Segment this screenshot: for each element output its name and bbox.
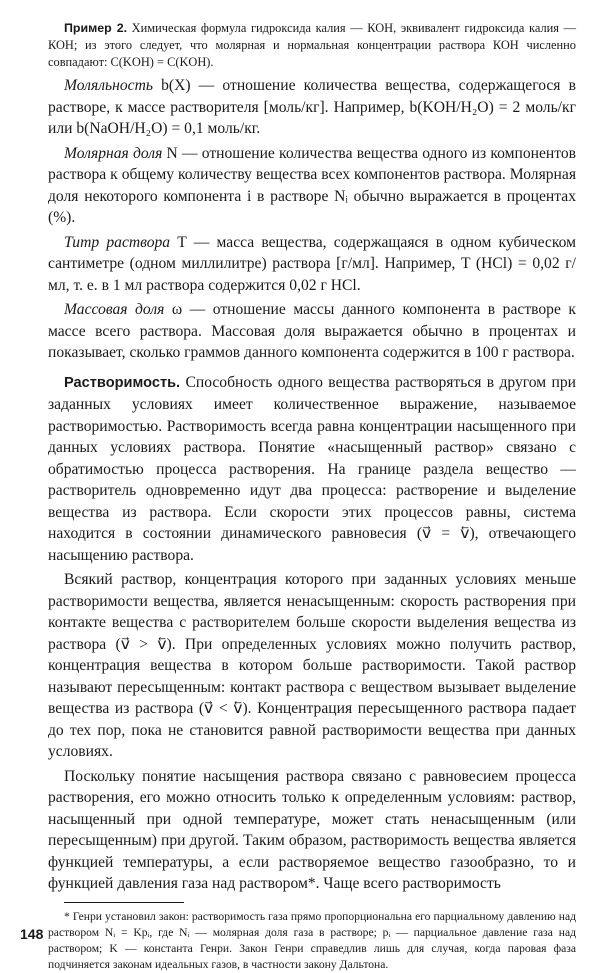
paragraph-unsaturated: [48, 569, 576, 763]
page-number: 148: [20, 926, 44, 942]
term-solubility: Растворимость.: [64, 374, 181, 391]
term-molality: Моляльность: [64, 77, 153, 94]
paragraph-molality: [48, 75, 576, 140]
term-titer: Титр раствора: [64, 233, 171, 251]
paragraph-molar-fraction: [48, 143, 576, 229]
paragraph-mass-fraction: [48, 299, 576, 364]
paragraph-molality-text: b(X) — отношение количества вещества, содержащегося в растворе, к массе растворителя [моль/кг]. Например, b(KOH/H₂O) = 2 моль/кг или b(NaOH/H₂O) = 0,1 моль/кг.: [48, 77, 576, 137]
example-label: Пример 2.: [64, 21, 128, 35]
example-text: Химическая формула гидроксида калия — КОН, эквивалент гидроксида калия — КОН; из этого следует, что молярная и нормальная концентрации раствора КОН численно совпадают: C(KOH) = C(KOH).: [48, 21, 576, 69]
term-molar-fraction: Молярная доля: [64, 144, 163, 162]
page-content: [48, 20, 576, 973]
paragraph-titer-text: T — масса вещества, содержащаяся в одном кубическом сантиметре (одном миллилитре) раствора [г/мл]. Например, T (HCl) = 0,02 г/мл, т. е. в 1 мл раствора содержится 0,02 г HCl.: [48, 233, 576, 294]
paragraph-titer: [48, 232, 576, 297]
paragraph-solubility-text: Способность одного вещества растворяться в другом при заданных условиях имеет количественное выражение, называемое растворимостью. Растворимость всегда равна концентрации насыщенного при данных условиях раствора. Понятие «насыщенный раствор» связано с обратимостью процесса растворения. На границе раздела вещество — растворитель одновременно идут два процесса: растворение и выделение вещества из раствора. Если скорости этих процессов равны, система находится в состоянии динамического равновесия (v⃗ = v⃖), отвечающего насыщению раствора.: [48, 373, 576, 564]
paragraph-unsaturated-text: Всякий раствор, концентрация которого при заданных условиях меньше растворимости вещества, является ненасыщенным: скорость растворения при контакте вещества с растворителем больше скорости выделения вещества из раствора (v⃗ > v⃖). При определенных условиях можно получить раствор, концентрация вещества в котором больше растворимости. Такой раствор называют пересыщенным: контакт раствора с веществом вызывает выделение вещества из раствора (v⃗ < v⃖). Концентрация пересыщенного раствора падает до тех пор, пока не становится равной растворимости вещества при данных условиях.: [48, 571, 576, 760]
term-mass-fraction: Массовая доля: [64, 301, 165, 318]
example-paragraph: [48, 20, 576, 71]
footnote: * Генри установил закон: растворимость газа прямо пропорциональна его парциальному давлению над раствором Nᵢ = Kpᵢ, где Nᵢ — молярная доля газа в растворе; pᵢ — парциальное давление газа над раствором; K — константа Генри. Закон Генри справедлив лишь для случая, когда паровая фаза подчиняется законам идеальных газов, в частности закону Дальтона.: [48, 909, 576, 971]
footnote-divider: [64, 902, 184, 903]
paragraph-saturation-conditions: [48, 766, 576, 895]
paragraph-mass-fraction-text: ω — отношение массы данного компонента в растворе к массе всего раствора. Массовая доля выражается обычно в процентах и показывает, сколько граммов данного компонента содержится в 100 г раствора.: [48, 301, 576, 361]
paragraph-saturation-conditions-text: Поскольку понятие насыщения раствора связано с равновесием процесса растворения, его можно относить только к определенным условиям: раствор, насыщенный при одной температуре, может стать ненасыщенным (или пересыщенным) при другой. Таким образом, растворимость вещества является функцией температуры, а если растворяемое вещество газообразно, то и функцией давления газа над раствором*. Чаще всего растворимость: [48, 767, 576, 892]
paragraph-solubility: [48, 372, 576, 567]
paragraph-molar-fraction-text: N — отношение количества вещества одного из компонентов раствора к общему количеству вещества всех компонентов раствора. Молярная доля некоторого компонента i в растворе Nᵢ обычно выражается в процентах (%).: [48, 144, 576, 226]
